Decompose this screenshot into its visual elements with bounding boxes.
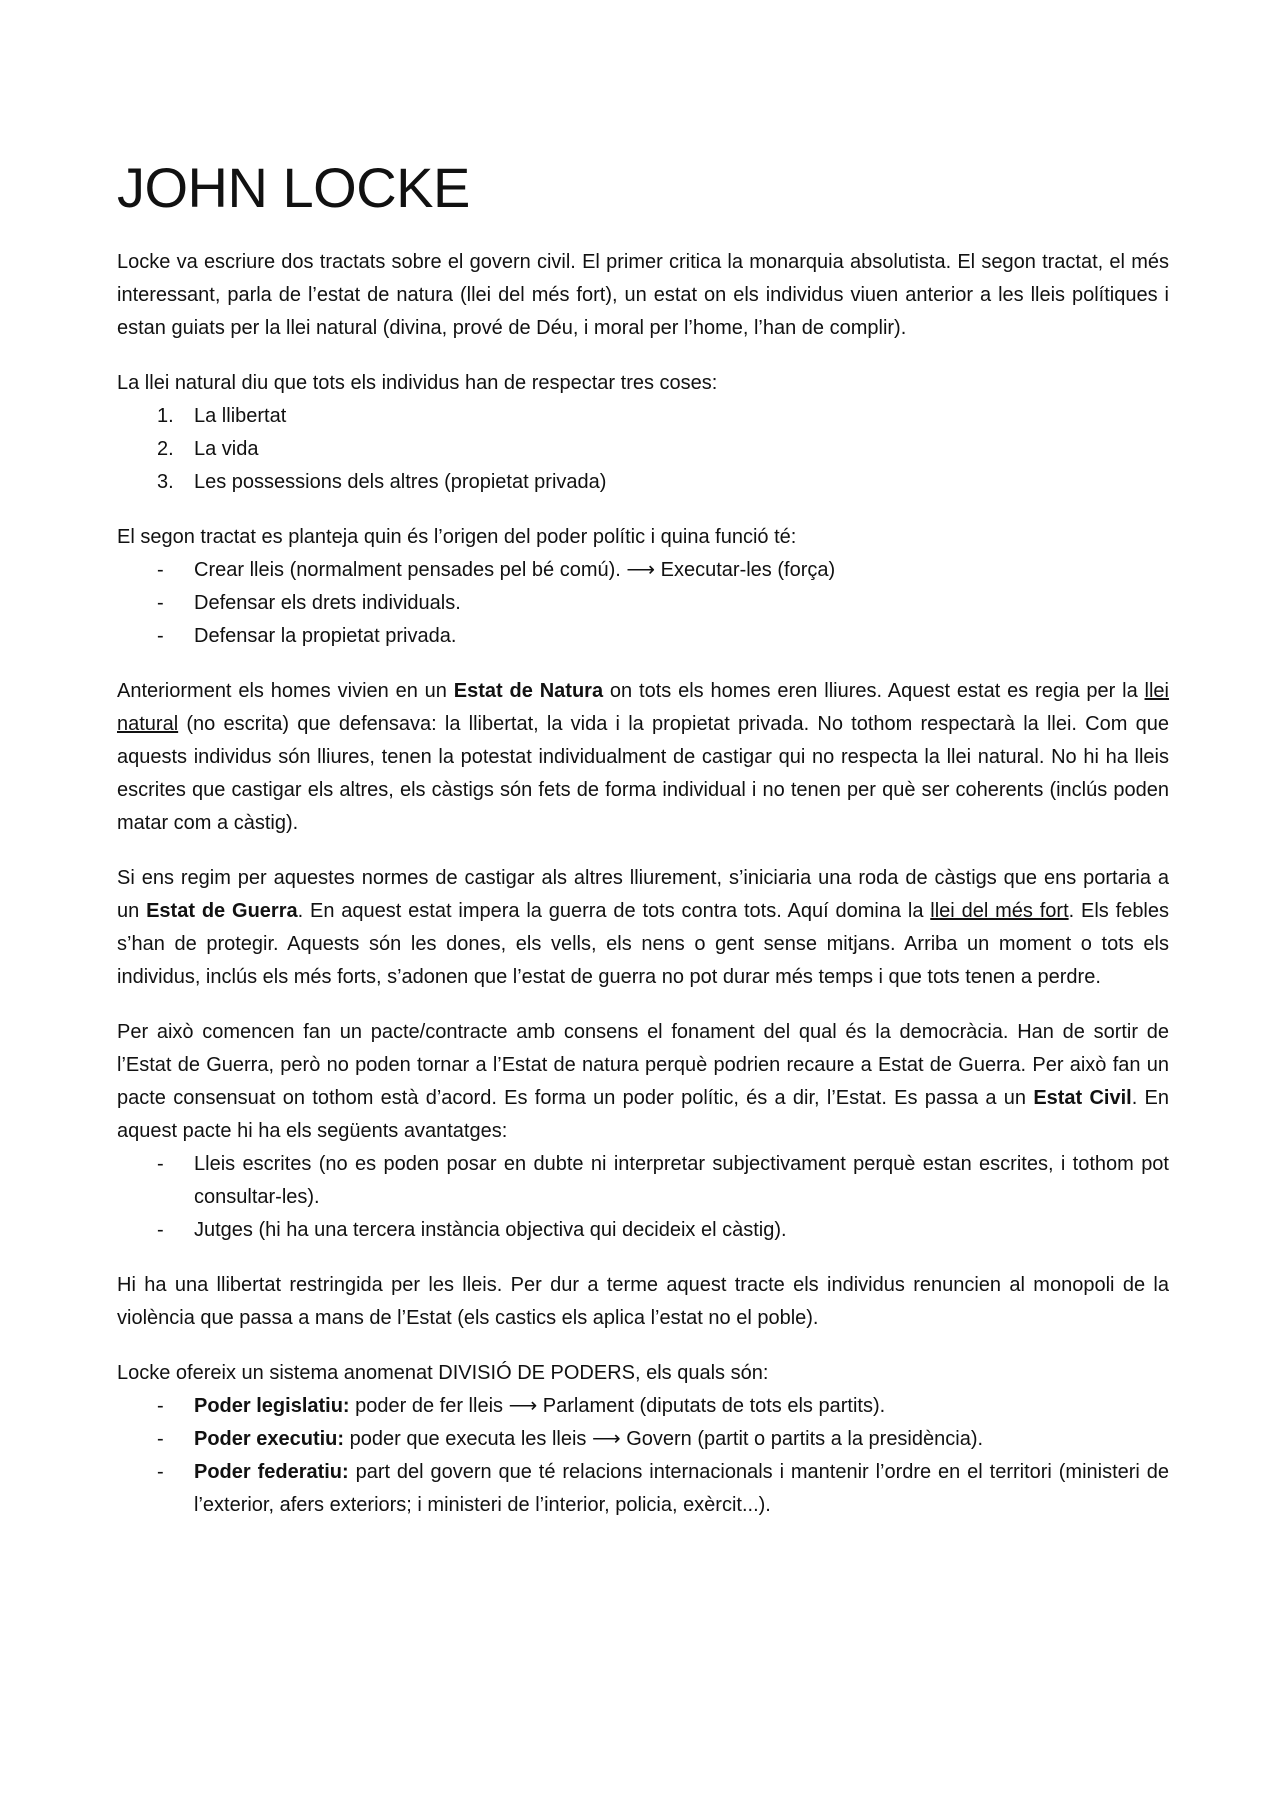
list-marker: - xyxy=(157,1395,164,1417)
underlined-term: llei del més fort xyxy=(930,900,1069,922)
list-item-text: Lleis escrites (no es poden posar en dubte ni interpretar subjectivament perquè estan escrites, i tothom pot consultar-les). xyxy=(194,1153,1169,1208)
list-item xyxy=(117,1423,1169,1456)
list-marker: - xyxy=(157,625,164,647)
list-item-text: Les possessions dels altres (propietat privada) xyxy=(194,471,607,493)
paragraph-state-of-war xyxy=(117,862,1169,994)
list-item xyxy=(117,1390,1169,1423)
paragraph-separation-of-powers: Locke ofereix un sistema anomenat DIVISIÓ DE PODERS, els quals són: xyxy=(117,1362,769,1384)
advantages-list xyxy=(117,1148,1169,1247)
paragraph-state-of-nature xyxy=(117,675,1169,840)
power-label: Poder legislatiu: xyxy=(194,1395,350,1417)
document-title: JOHN LOCKE xyxy=(117,156,470,219)
powers-list xyxy=(117,1390,1169,1522)
political-power-list xyxy=(117,554,1169,653)
list-item xyxy=(117,554,1169,587)
list-item-text: La vida xyxy=(194,438,259,460)
paragraph-intro: Locke va escriure dos tractats sobre el govern civil. El primer critica la monarquia absolutista. El segon tractat, el més interessant, parla de l’estat de natura (llei del més fort), un estat on els individus viuen anterior a les lleis polítiques i estan guiats per la llei natural (divina, prové de Déu, i moral per l’home, l’han de complir). xyxy=(117,251,1169,339)
list-marker: - xyxy=(157,1461,164,1483)
list-item-text: poder de fer lleis ⟶ Parlament (diputats de tots els partits). xyxy=(349,1395,886,1417)
text-span: on tots els homes eren lliures. Aquest estat es regia per la xyxy=(603,680,1145,702)
power-label: Poder executiu: xyxy=(194,1428,345,1450)
bold-term: Estat de Natura xyxy=(453,680,604,702)
paragraph-civil-state xyxy=(117,1016,1169,1148)
document-page xyxy=(117,150,1169,1544)
list-item-text: Crear lleis (normalment pensades pel bé comú). ⟶ Executar-les (força) xyxy=(194,559,836,581)
list-item xyxy=(117,1456,1169,1522)
list-item-text: La llibertat xyxy=(194,405,287,427)
bold-term: Estat de Guerra xyxy=(146,900,298,922)
list-marker: 3. xyxy=(157,471,174,493)
list-marker: - xyxy=(157,1153,164,1175)
text-span: . En aquest estat impera la guerra de tots contra tots. Aquí domina la xyxy=(297,900,931,922)
list-item-text: Defensar la propietat privada. xyxy=(194,625,457,647)
natural-law-list xyxy=(117,400,1169,499)
list-marker: - xyxy=(157,1428,164,1450)
list-item xyxy=(117,1214,1169,1247)
underlined-term: llei natural xyxy=(117,680,1169,735)
list-marker: 2. xyxy=(157,438,174,460)
list-item xyxy=(117,587,1169,620)
text-span: Si ens regim per aquestes normes de castigar als altres lliurement, s’iniciaria una roda de càstigs que ens portaria a un xyxy=(117,867,1169,922)
power-label: Poder federatiu: xyxy=(194,1461,349,1483)
list-item-text: Defensar els drets individuals. xyxy=(194,592,461,614)
list-item xyxy=(117,466,1169,499)
paragraph-natural-law: La llei natural diu que tots els individus han de respectar tres coses: xyxy=(117,372,718,394)
text-span: . En aquest pacte hi ha els següents avantatges: xyxy=(117,1087,1170,1142)
list-marker: 1. xyxy=(157,405,174,427)
text-span: (no escrita) que defensava: la llibertat, la vida i la propietat privada. No tothom respectarà la llei. Com que aquests individus són lliures, tenen la potestat individualment de castigar qui no respecta la llei natural. No hi ha lleis escrites que castigar els altres, els càstigs són fets de forma individual i no tenen per què ser coherents (inclús poden matar com a càstig). xyxy=(117,713,1169,834)
list-marker: - xyxy=(157,559,164,581)
text-span: Anteriorment els homes vivien en un xyxy=(117,680,454,702)
list-item-text: Jutges (hi ha una tercera instància objectiva qui decideix el càstig). xyxy=(194,1219,787,1241)
list-item xyxy=(117,400,1169,433)
list-item-text: part del govern que té relacions internacionals i mantenir l’ordre en el territori (ministeri de l’exterior, afers exteriors; i ministeri de l’interior, policia, exèrcit...). xyxy=(194,1461,1169,1516)
text-span: Per això comencen fan un pacte/contracte amb consens el fonament del qual és la democràcia. Han de sortir de l’Estat de Guerra, però no poden tornar a l’Estat de natura perquè podrien recaure a Estat de Guerra. Per això fan un pacte consensuat on tothom està d’acord. Es forma un poder polític, és a dir, l’Estat. Es passa a un xyxy=(117,1021,1169,1109)
paragraph-second-treatise: El segon tractat es planteja quin és l’origen del poder polític i quina funció té: xyxy=(117,526,797,548)
bold-term: Estat Civil xyxy=(1033,1087,1132,1109)
list-item xyxy=(117,433,1169,466)
paragraph-restricted-freedom: Hi ha una llibertat restringida per les lleis. Per dur a terme aquest tracte els individus renuncien al monopoli de la violència que passa a mans de l’Estat (els castics els aplica l’estat no el poble). xyxy=(117,1274,1169,1329)
list-marker: - xyxy=(157,592,164,614)
text-span: . Els febles s’han de protegir. Aquests són les dones, els vells, els nens o gent sense mitjans. Arriba un moment o tots els individus, inclús els més forts, s’adonen que l’estat de guerra no pot durar més temps i que tots tenen a perdre. xyxy=(117,900,1170,988)
list-item xyxy=(117,620,1169,653)
list-item-text: poder que executa les lleis ⟶ Govern (partit o partits a la presidència). xyxy=(344,1428,984,1450)
list-item xyxy=(117,1148,1169,1214)
list-marker: - xyxy=(157,1219,164,1241)
